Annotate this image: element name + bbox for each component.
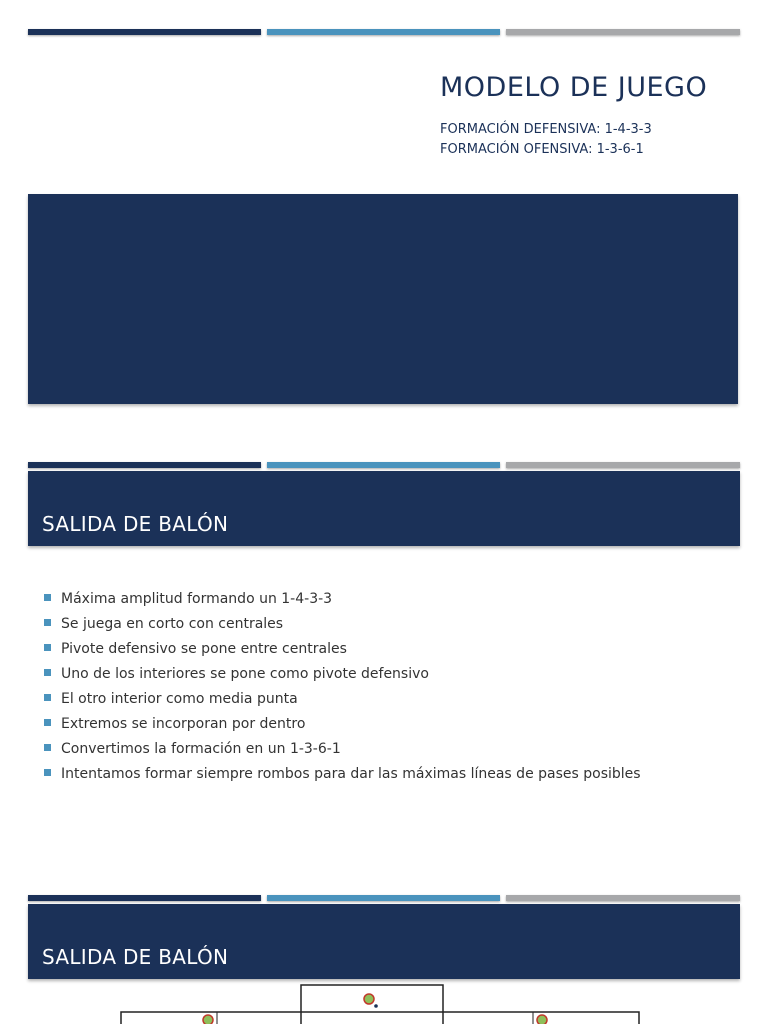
subtitle-offensive: FORMACIÓN OFENSIVA: 1-3-6-1: [440, 142, 644, 157]
goalkeeper-marker: [364, 994, 374, 1004]
header-stripe-dark: [28, 29, 261, 35]
goal-area-line: [301, 985, 443, 1024]
list-item: Convertimos la formación en un 1-3-6-1: [44, 738, 641, 763]
list-item: Pivote defensivo se pone entre centrales: [44, 638, 641, 663]
subtitle-defensive: FORMACIÓN DEFENSIVA: 1-4-3-3: [440, 122, 652, 137]
slide-subtitle: [440, 120, 652, 160]
hero-banner: [28, 194, 738, 404]
list-item: El otro interior como media punta: [44, 688, 641, 713]
player-marker-left: [203, 1015, 213, 1024]
list-item: Extremos se incorporan por dentro: [44, 713, 641, 738]
list-item: Se juega en corto con centrales: [44, 613, 641, 638]
header-stripe-gray: [506, 895, 740, 901]
list-item: Uno de los interiores se pone como pivote defensivo: [44, 663, 641, 688]
slide-title: SALIDA DE BALÓN: [42, 512, 229, 536]
header-stripe-blue: [267, 895, 500, 901]
list-item: Intentamos formar siempre rombos para dar las máximas líneas de pases posibles: [44, 763, 641, 788]
bullet-list: [44, 588, 641, 788]
penalty-area-line: [121, 1012, 639, 1024]
header-stripe-dark: [28, 895, 261, 901]
header-stripe-dark: [28, 462, 261, 468]
header-stripe-blue: [267, 29, 500, 35]
title-band: [28, 471, 740, 546]
header-stripe-blue: [267, 462, 500, 468]
slide-title: SALIDA DE BALÓN: [42, 945, 229, 969]
ball-marker: [374, 1004, 378, 1008]
list-item: Máxima amplitud formando un 1-4-3-3: [44, 588, 641, 613]
player-marker-right: [537, 1015, 547, 1024]
pitch-diagram: [0, 980, 768, 1024]
header-stripe-gray: [506, 462, 740, 468]
title-band: [28, 904, 740, 979]
header-stripe-gray: [506, 29, 740, 35]
slide-title: MODELO DE JUEGO: [440, 72, 708, 103]
